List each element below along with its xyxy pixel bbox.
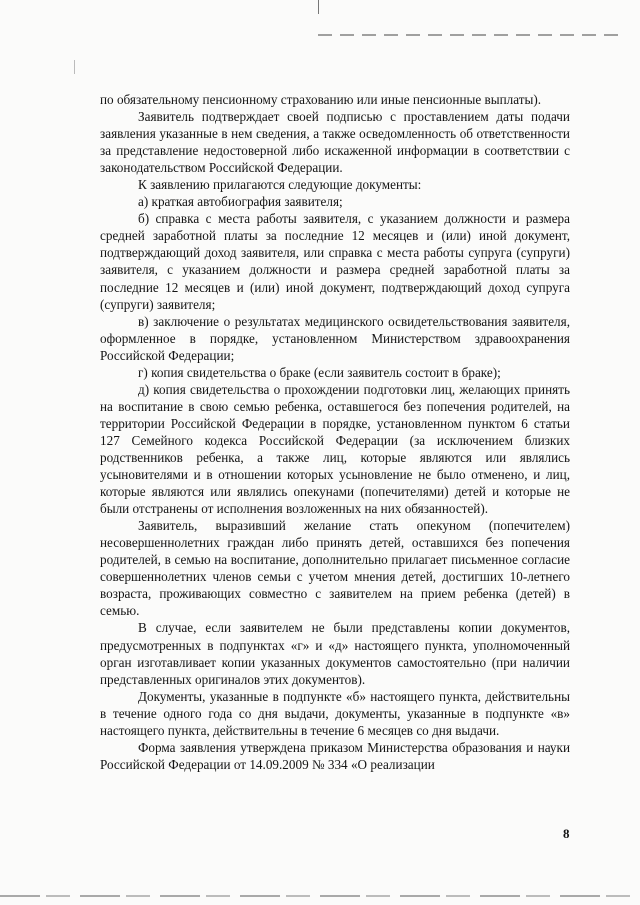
list-item-v: в) заключение о результатах медицинского освидетельствования заявителя, оформленное в порядке, установленном Министерством здравоохранения Российской Федерации; — [100, 313, 570, 363]
list-item-g: г) копия свидетельства о браке (если заявитель состоит в браке); — [138, 364, 501, 380]
scan-artifact-left — [74, 60, 75, 74]
scan-artifact-top — [318, 34, 618, 36]
paragraph-guardian-consent: Заявитель, выразивший желание стать опекуном (попечителем) несовершеннолетних граждан либо принять детей, оставшихся без попечения родителей, в семью на воспитание, дополнительно прилагает письменное согласие совершеннолетних членов семьи с учетом мнения детей, достигших 10-летнего возраста, проживающих совместно с заявителем на прием ребенка (детей) в семью. — [100, 518, 570, 619]
paragraph-confirmation: Заявитель подтверждает своей подписью с проставлением даты подачи заявления указанные в нем сведения, а также осведомленность об ответственности за представление недостоверной либо искаженной информации в соответствии с законодательством Российской Федерации. — [100, 109, 570, 176]
paragraph-form-order: Форма заявления утверждена приказом Министерства образования и науки Российской Федерации от 14.09.2009 № 334 «О реализации — [100, 739, 570, 772]
document-body — [100, 91, 570, 773]
scan-artifact-bottom — [0, 895, 640, 897]
page-number: 8 — [563, 826, 570, 841]
paragraph-copies: В случае, если заявителем не были представлены копии документов, предусмотренных в подпунктах «г» и «д» настоящего пункта, уполномоченный орган изготавливает копии указанных документов самостоятельно (при наличии представленных оригиналов этих документов). — [100, 620, 570, 687]
paragraph-pension: по обязательному пенсионному страхованию или иные пенсионные выплаты). — [100, 92, 542, 107]
list-item-a: а) краткая автобиография заявителя; — [138, 194, 343, 210]
paragraph-attachments-intro: К заявлению прилагаются следующие документы: — [138, 177, 422, 193]
scan-artifact-tick — [318, 0, 319, 14]
paragraph-validity: Документы, указанные в подпункте «б» настоящего пункта, действительны в течение одного года со дня выдачи, документы, указанные в подпункте «в» настоящего пункта, действительны в течение 6 месяцев со дня выдачи. — [100, 688, 570, 738]
list-item-d: д) копия свидетельства о прохождении подготовки лиц, желающих принять на воспитание в свою семью ребенка, оставшегося без попечения родителей, на территории Российской Федерации в порядке, установленном пунктом 6 статьи 127 Семейного кодекса Российской Федерации (за исключением близких родственников ребенка, а также лиц, которые являются или являлись усыновителями и в отношении которых усыновление не было отменено, и лиц, которые являются или являлись опекунами (попечителями) детей и которые не были отстранены от исполнения возложенных на них обязанностей). — [100, 381, 570, 517]
list-item-b: б) справка с места работы заявителя, с указанием должности и размера средней заработной платы за последние 12 месяцев и (или) иной документ, подтверждающий доход заявителя, или справка с места работы супруга (супруги) заявителя, с указанием должности и размера средней заработной платы за последние 12 месяцев и (или) иной документ, подтверждающий доход супруга (супруги) заявителя; — [100, 211, 570, 312]
